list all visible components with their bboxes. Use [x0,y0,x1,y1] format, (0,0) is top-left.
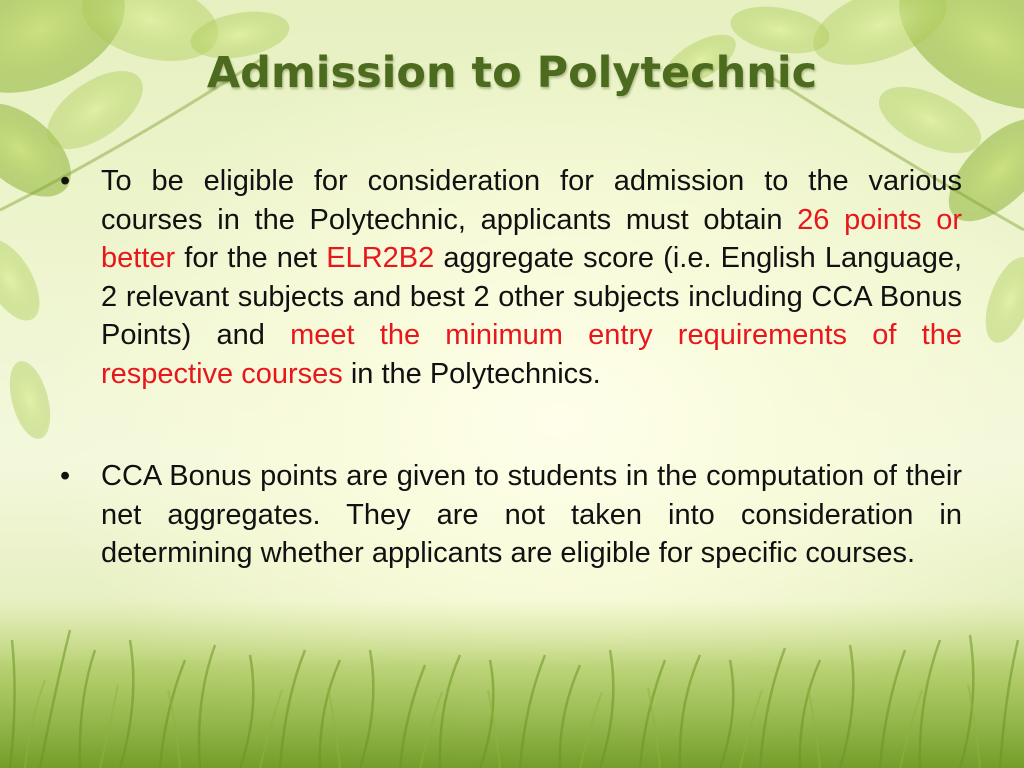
bullet-item-eligibility [60,162,962,393]
bullet-text-part: aggregate score (i.e. English Language, 2 relevant subjects and best 2 other subjects including CCA Bonus Points) and [101,242,963,351]
bullet-icon: • [60,460,71,492]
bullet-text-part: To be eligible for consideration for admission to the various courses in the Polytechnic, applicants must obtain [101,165,962,236]
bullet-list [60,162,962,573]
bullet-text-part: in the Polytechnics. [342,357,601,390]
bullet-icon: • [60,165,71,197]
highlight-elr2b2: ELR2B2 [326,242,435,274]
highlight-entry-requirements: meet the minimum entry requirements of the respective courses [101,319,962,390]
highlight-points-requirement: 26 points or better [101,203,962,274]
bullet-text-part: CCA Bonus points are given to students in the computation of their net aggregates. They are not taken into consideration in determining whether applicants are eligible for specific courses. [101,460,962,569]
bullet-text-part: for the net [175,242,327,274]
slide-title: Admission to Polytechnic [206,48,818,98]
bullet-item-cca-bonus [60,457,962,573]
